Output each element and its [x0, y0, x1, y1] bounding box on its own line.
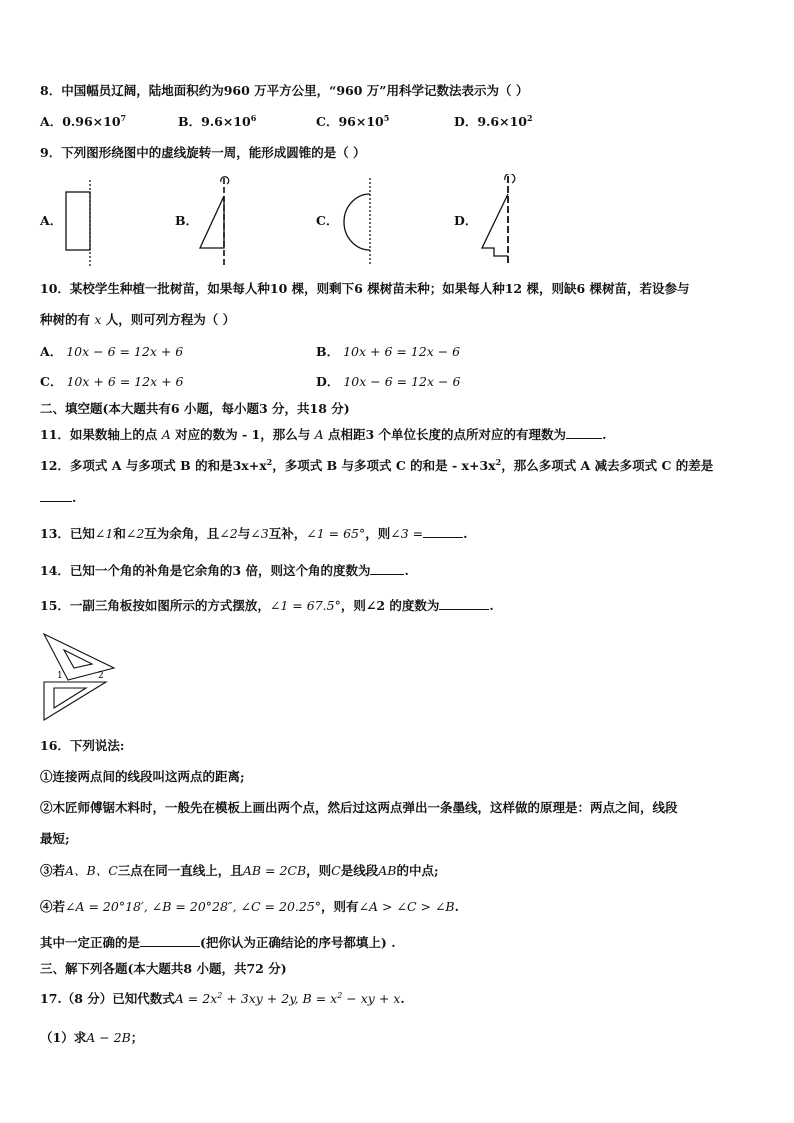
answer-blank [40, 489, 72, 502]
q10-option-a: A． 10x − 6 = 12x + 6 [40, 344, 184, 359]
q9-option-c-label: C． [316, 213, 339, 228]
q16-answer-prompt: 其中一定正确的是 (把你认为正确结论的序号都填上) . [40, 935, 396, 950]
question-10-line-2: 种树的有 x 人，则可列方程为（ ） [40, 312, 236, 327]
section-3-heading: 三、解下列各题(本大题共8 小题，共72 分) [40, 961, 287, 976]
answer-blank [439, 597, 489, 610]
question-11: 11．如果数轴上的点 A 对应的数为 - 1，那么与 A 点相距3 个单位长度的点所对应的有理数为 . [40, 427, 607, 442]
q10-option-b: B． 10x + 6 = 12x − 6 [316, 344, 461, 359]
question-17-part-1: （1）求A − 2B； [40, 1030, 144, 1045]
question-9-text: 9．下列图形绕图中的虚线旋转一周，能形成圆锥的是（ ） [40, 145, 366, 160]
q16-statement-2-line-1: ②木匠师傅锯木料时，一般先在模板上画出两个点，然后过这两点弹出一条墨线，这样做的原理是：两点之间，线段 [40, 800, 678, 815]
question-12-blank-line: . [40, 489, 76, 507]
question-8-text: 8．中国幅员辽阔，陆地面积约为960 万平方公里，“960 万”用科学记数法表示为（ ） [40, 83, 529, 98]
q9-figure-d [476, 174, 522, 270]
q8-option-d: D．$9.6\times 10^2$ [454, 112, 533, 129]
q9-option-a-label: A． [40, 213, 63, 228]
q8-option-c: C．$96\times 10^5$ [316, 112, 390, 129]
q16-statement-1: ①连接两点间的线段叫这两点的距离; [40, 769, 245, 784]
answer-blank [140, 934, 200, 947]
question-16-title: 16．下列说法: [40, 738, 125, 753]
question-17: 17.（8 分）已知代数式$A = 2x^2 + 3xy + 2y$, $B = x^2$ − xy + x. [40, 990, 405, 1006]
question-10-line-1: 10．某校学生种植一批树苗，如果每人种10 棵，则剩下6 棵树苗未种；如果每人种12 棵，则缺6 棵树苗，若设参与 [40, 281, 690, 296]
q9-figure-b [196, 176, 240, 268]
question-12: 12．多项式 A 与多项式 B 的和是$3x+x^2$，多项式 B 与多项式 C 的和是 - $x+3x^2$，那么多项式 A 减去多项式 C 的差是 [40, 456, 714, 473]
q10-option-d: D． 10x − 6 = 12x − 6 [316, 374, 461, 389]
answer-blank [423, 525, 463, 538]
q9-figure-a [60, 178, 100, 268]
angle-2-label: 2 [98, 671, 104, 681]
q10-option-c: C． 10x + 6 = 12x + 6 [40, 374, 184, 389]
answer-blank [370, 562, 404, 575]
section-2-heading: 二、填空题(本大题共有6 小题，每小题3 分，共18 分) [40, 401, 350, 416]
q16-statement-3: ③若A、B、C三点在同一直线上，且AB = 2CB，则C是线段AB的中点; [40, 863, 439, 878]
answer-blank [566, 426, 602, 439]
q16-statement-2-line-2: 最短; [40, 831, 70, 846]
q9-option-d-label: D． [454, 213, 478, 228]
q16-statement-4: ④若∠A = 20°18′, ∠B = 20°28″, ∠C = 20.25°，则有∠A > ∠C > ∠B. [40, 899, 459, 914]
q15-triangle-figure [40, 630, 120, 726]
angle-1-label: 1 [57, 671, 63, 681]
q8-option-b: B．$9.6\times 10^6$ [178, 112, 257, 129]
q9-option-b-label: B． [175, 213, 199, 228]
question-13: 13．已知∠1和∠2互为余角，且∠2与∠3互补，∠1 = 65°，则∠3 = . [40, 526, 468, 541]
question-15: 15．一副三角板按如图所示的方式摆放，∠1 = 67.5°，则∠2 的度数为 . [40, 598, 494, 613]
question-14: 14．已知一个角的补角是它余角的3 倍，则这个角的度数为 . [40, 563, 409, 578]
q8-option-a: A．$0.96\times 10^7$ [40, 112, 127, 129]
q9-figure-c [336, 176, 380, 268]
